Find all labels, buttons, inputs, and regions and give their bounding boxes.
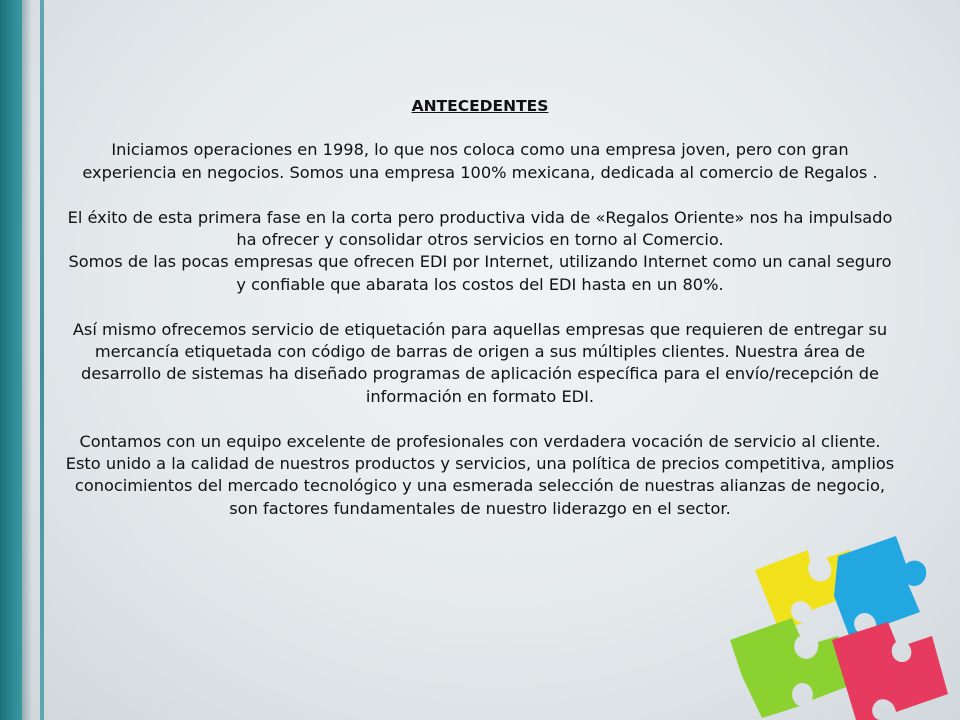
puzzle-piece-red: [832, 622, 948, 720]
paragraph-6: Esto unido a la calidad de nuestros productos y servicios, una política de precios competitiva, amplios conocimientos del mercado tecnológico y una esmerada selección de nuestras alianzas de negocio, son factores fundamentales de nuestro liderazgo en el sector.: [65, 454, 895, 518]
left-accent-line: [40, 0, 44, 720]
puzzle-pieces-icon: [700, 500, 960, 720]
paragraph-gap: [62, 408, 898, 430]
paragraph-4: Así mismo ofrecemos servicio de etiquetación para aquellas empresas que requieren de entregar su mercancía etiquetada con código de barras de origen a sus múltiples clientes. Nuestra área de desarrollo de sistemas ha diseñado programas de aplicación específica para el envío/recepción de información en formato EDI.: [72, 319, 888, 406]
document-title: ANTECEDENTES: [411, 97, 549, 115]
paragraph-1: Iniciamos operaciones en 1998, lo que nos coloca como una empresa joven, pero con gran experiencia en negocios. Somos una empresa 100% mexicana, dedicada al comercio de Regalos .: [82, 140, 878, 182]
paragraph-3: Somos de las pocas empresas que ofrecen EDI por Internet, utilizando Internet como un canal seguro y confiable que abarata los costos del EDI hasta en un 80%.: [68, 252, 892, 294]
paragraph-gap: [62, 184, 898, 206]
paragraph-2: El éxito de esta primera fase en la corta pero productiva vida de «Regalos Oriente» nos ha impulsado ha ofrecer y consolidar otros servicios en torno al Comercio.: [67, 207, 893, 250]
paragraph-gap: [62, 296, 898, 318]
left-bar-shadow: [22, 0, 32, 720]
left-accent-bar: [0, 0, 22, 720]
puzzle-piece-green: [730, 618, 854, 718]
paragraph-5: Contamos con un equipo excelente de profesionales con verdadera vocación de servicio al cliente.: [79, 431, 881, 451]
text-block: [62, 95, 898, 520]
